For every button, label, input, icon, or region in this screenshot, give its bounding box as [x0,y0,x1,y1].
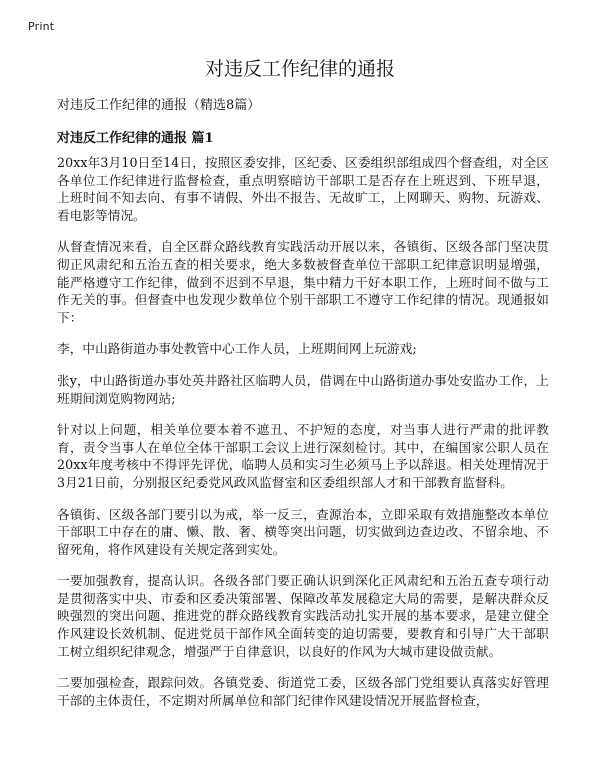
paragraph-8: 二要加强检查，跟踪问效。各镇党委、街道党工委，区级各部门党组要认真落实好管理干部的主体责任，不定期对所属单位和部门纪律作风建设情况开展监督检查， [57,675,549,708]
document-body [57,154,549,723]
section-heading: 对违反工作纪律的通报 篇1 [57,131,214,146]
paragraph-3: 李，中山路街道办事处教管中心工作人员，上班期间网上玩游戏; [57,341,417,357]
paragraph-2: 从督查情况来看，自全区群众路线教育实践活动开展以来，各镇街、区级各部门坚决贯彻正风肃纪和五治五查的相关要求，绝大多数被督查单位干部职工纪律意识明显增强，能严格遵守工作纪律，做到不迟到不早退，集中精力干好本职工作，上班时间不做与工作无关的事。但督查中也发现少数单位个别干部职工不遵守工作纪律的情况。现通报如下： [57,239,549,325]
document-subtitle: 对违反工作纪律的通报（精选8篇） [57,98,261,113]
paragraph-5: 针对以上问题，相关单位要本着不遮丑、不护短的态度，对当事人进行严肃的批评教育，责令当事人在单位全体干部职工会议上进行深刻检讨。其中，在编国家公职人员在20xx年度考核中不得评先评优，临聘人员和实习生必须马上予以辞退。相关处理情况于3月21日前，分别报区纪委党风政风监督室和区委组织部人才和干部教育监督科。 [57,422,549,490]
document-title: 对违反工作纪律的通报 [204,58,395,80]
paragraph-4: 张y，中山路街道办事处英井路社区临聘人员，借调在中山路街道办事处安监办工作，上班期间浏览购物网站; [57,372,549,406]
paragraph-1: 20xx年3月10日至14日，按照区委安排，区纪委、区委组织部组成四个督查组，对全区各单位工作纪律进行监督检查，重点明察暗访干部职工是否存在上班迟到、下班早退，上班时间不知去向、有事不请假、外出不报告、无故旷工，上网聊天、购物、玩游戏、看电影等情况。 [57,155,549,223]
paragraph-7: 一要加强教育，提高认识。各级各部门要正确认识到深化正风肃纪和五治五查专项行动是贯彻落实中央、市委和区委决策部署、保障改革发展稳定大局的需要，是解决群众反映强烈的突出问题、推进党的群众路线教育实践活动扎实开展的基本要求，是建立健全作风建设长效机制、促进党员干部作风全面转变的迫切需要，要教育和引导广大干部职工树立组织纪律观念，增强严于自律意识，以良好的作风为大城市建设做贡献。 [57,573,549,659]
print-link[interactable]: Print [28,20,55,33]
paragraph-6: 各镇街、区级各部门要引以为戒，举一反三，查源治本，立即采取有效措施整改本单位干部职工中存在的庸、懒、散、奢、横等突出问题，切实做到边查边改、不留余地、不留死角，将作风建设有关规定落到实处。 [57,506,549,557]
